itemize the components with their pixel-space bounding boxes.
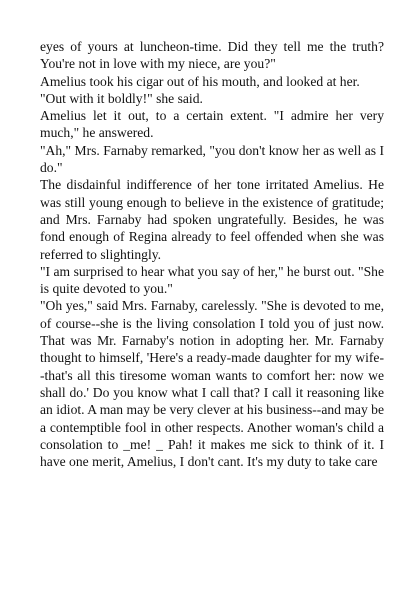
- paragraph: "Ah," Mrs. Farnaby remarked, "you don't know her as well as I do.": [40, 142, 384, 176]
- paragraph: Amelius let it out, to a certain extent. "I admire her very much," he answered.: [40, 108, 384, 141]
- paragraph: The disdainful indifference of her tone irritated Amelius. He was still young enough to believe in the existence of gratitude; and Mrs. Farnaby had spoken ungratefully. Besides, he was fond enough of Regina already to feel offended when she was referred to slightingly.: [40, 177, 384, 262]
- paragraph: "Oh yes," said Mrs. Farnaby, carelessly. "She is devoted to me, of course--she is the living consolation I told you of just now. That was Mr. Farnaby's notion in adopting her. Mr. Farnaby thought to himself, 'Here's a ready-made daughter for my wife--that's all this tiresome woman wants to comfort her: now we shall do.' Do you know what I call that? I call it reasoning like an idiot. A man may be very clever at his business--and may be a contemptible fool in other respects. Another woman's child a consolation to _me! _ Pah! it makes me sick to think of it. I have one merit, Amelius, I don't cant. It's my duty to take care: [40, 298, 384, 470]
- paragraph: Amelius took his cigar out of his mouth, and looked at her.: [40, 73, 360, 89]
- paragraph: "I am surprised to hear what you say of her," he burst out. "She is quite devoted to you.": [40, 263, 384, 297]
- paragraph: "Out with it boldly!" she said.: [40, 90, 203, 106]
- document-page: [40, 38, 384, 470]
- paragraph: eyes of yours at luncheon-time. Did they tell me the truth? You're not in love with my niece, are you?": [40, 39, 384, 72]
